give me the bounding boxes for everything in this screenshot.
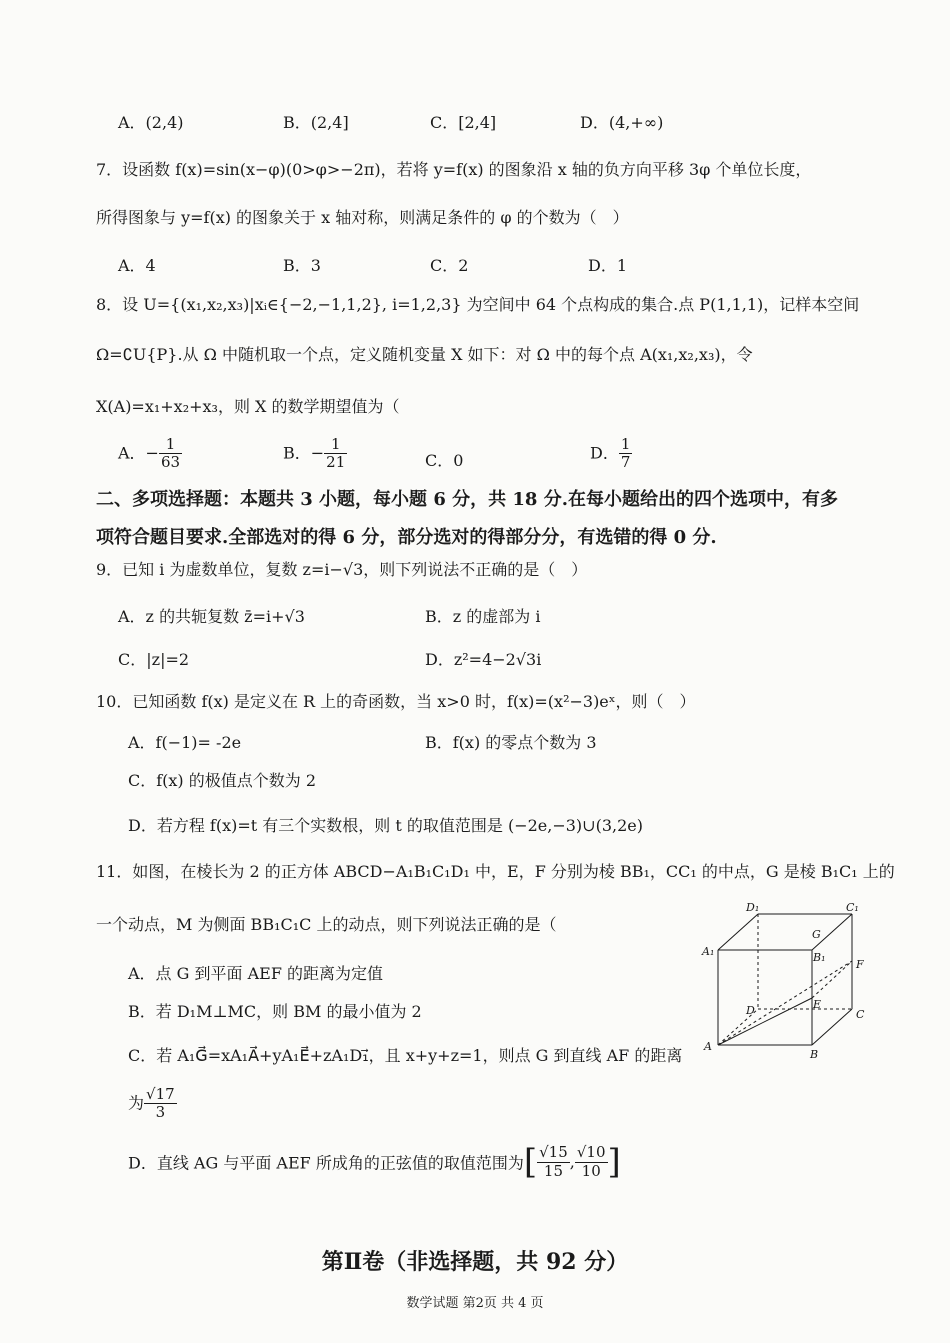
- section2-heading-line1: 二、多项选择题：本题共 3 小题，每小题 6 分，共 18 分.在每小题给出的四个选项中，有多: [96, 489, 838, 510]
- q8-option-b: [283, 436, 347, 472]
- q11-d-right-bracket: ]: [607, 1142, 621, 1182]
- q8-d-numerator: 1: [620, 435, 631, 453]
- label-A1: A₁: [702, 945, 715, 958]
- q11-d-denominator2: 10: [581, 1161, 601, 1180]
- q11-stem-line2: 一个动点，M 为侧面 BB₁C₁C 上的动点，则下列说法正确的是（: [96, 915, 557, 934]
- q11-d-fraction2: [575, 1144, 608, 1180]
- segment-A-F: [718, 961, 852, 1045]
- q8-option-b-fraction: [324, 436, 347, 472]
- q10-option-c: C．f(x) 的极值点个数为 2: [128, 771, 317, 790]
- q11-option-c-continuation: [128, 1086, 177, 1122]
- q7-option-d: D．1: [588, 256, 628, 275]
- q11-d-numerator2: √10: [576, 1143, 606, 1162]
- q8-option-d-label: D．: [590, 443, 619, 463]
- q7-stem-line2: 所得图象与 y=f(x) 的图象关于 x 轴对称，则满足条件的 φ 的个数为（ ）: [96, 208, 629, 227]
- section2-heading-line2: 项符合题目要求.全部选对的得 6 分，部分选对的得部分分，有选错的得 0 分.: [96, 527, 717, 548]
- q8-a-numerator: 1: [159, 436, 182, 454]
- q8-option-b-label: B．−: [283, 443, 325, 463]
- q7-option-b: B．3: [283, 256, 321, 275]
- q11-d-left-bracket: [: [523, 1142, 538, 1182]
- label-C1: C₁: [846, 901, 859, 914]
- cube-figure: [700, 898, 880, 1063]
- q9-option-c: C．|z|=2: [118, 650, 190, 669]
- segment-E-F: [812, 961, 852, 998]
- edge-A1-D1: [718, 914, 758, 950]
- q10-option-d: D．若方程 f(x)=t 有三个实数根，则 t 的取值范围是 (−2e,−3)∪(3,2e): [128, 816, 643, 835]
- label-A: A: [704, 1040, 712, 1053]
- q11-c-numerator: √17: [146, 1085, 175, 1103]
- q9-option-b: B．z 的虚部为 i: [425, 607, 541, 626]
- q6-option-a: A．(2,4): [118, 113, 184, 132]
- q11-option-d: [128, 1142, 621, 1182]
- q8-stem-line3: X(A)=x₁+x₂+x₃，则 X 的数学期望值为（: [96, 397, 400, 416]
- q8-stem-line1: 8．设 U={(x₁,x₂,x₃)|xᵢ∈{−2,−1,1,2}, i=1,2,3} 为空间中 64 个点构成的集合.点 P(1,1,1)，记样本空间: [96, 295, 860, 314]
- label-B: B: [810, 1048, 819, 1061]
- q9-option-d: D．z²=4−2√3i: [425, 650, 542, 669]
- q9-option-a: A．z 的共轭复数 z̄=i+√3: [118, 607, 305, 626]
- q11-d-prefix: D．直线 AG 与平面 AEF 所成角的正弦值的取值范围为: [128, 1153, 524, 1173]
- q11-c-prefix: 为: [128, 1093, 145, 1113]
- q8-option-d: [590, 436, 632, 472]
- q8-option-c: C．0: [425, 451, 464, 470]
- q11-option-b: B．若 D₁M⊥MC，则 BM 的最小值为 2: [128, 1002, 422, 1021]
- q11-d-numerator1: √15: [539, 1143, 568, 1162]
- q11-option-a: A．点 G 到平面 AEF 的距离为定值: [128, 964, 384, 983]
- q10-option-a: A．f(−1)= -2e: [128, 733, 242, 752]
- q6-option-b: B．(2,4]: [283, 113, 349, 132]
- q11-option-c: C．若 A₁G⃗=xA₁A⃗+yA₁E⃗+zA₁D₁⃗，且 x+y+z=1，则点 G 到直线 AF 的距离: [128, 1046, 683, 1065]
- label-B1: B₁: [813, 951, 826, 964]
- q11-stem-line1: 11．如图，在棱长为 2 的正方体 ABCD−A₁B₁C₁D₁ 中，E，F 分别为棱 BB₁，CC₁ 的中点，G 是棱 B₁C₁ 上的: [96, 862, 895, 881]
- q8-b-numerator: 1: [324, 436, 347, 454]
- part2-title: 第Ⅱ卷（非选择题，共 92 分）: [321, 1249, 629, 1275]
- q8-option-a-label: A．−: [118, 443, 159, 463]
- q8-b-denominator: 21: [326, 453, 346, 472]
- edge-C-B: [812, 1009, 852, 1045]
- q8-a-denominator: 63: [160, 453, 181, 472]
- q8-option-a: [118, 436, 182, 472]
- q10-option-b: B．f(x) 的零点个数为 3: [425, 733, 597, 752]
- q8-option-a-fraction: [159, 436, 182, 472]
- q8-option-d-fraction: [619, 436, 633, 472]
- label-D1: D₁: [746, 901, 760, 914]
- q11-c-denominator: 3: [155, 1103, 166, 1122]
- q8-d-denominator: 7: [620, 453, 631, 472]
- page-footer: 数学试题 第2页 共 4 页: [406, 1296, 544, 1311]
- segment-A-E: [718, 998, 812, 1045]
- q11-d-separator: ,: [569, 1152, 575, 1172]
- q7-option-c: C．2: [430, 256, 469, 275]
- q11-d-denominator1: 15: [543, 1161, 563, 1180]
- q6-option-c: C．[2,4]: [430, 113, 497, 132]
- q11-d-fraction1: [537, 1144, 570, 1180]
- label-C: C: [856, 1008, 865, 1021]
- label-E: E: [813, 998, 822, 1011]
- q10-stem: 10．已知函数 f(x) 是定义在 R 上的奇函数，当 x>0 时，f(x)=(x²−3)eˣ，则（ ）: [96, 692, 696, 711]
- label-D: D: [746, 1004, 755, 1017]
- label-F: F: [856, 958, 864, 971]
- q8-stem-line2: Ω=∁U{P}.从 Ω 中随机取一个点，定义随机变量 X 如下：对 Ω 中的每个点 A(x₁,x₂,x₃)，令: [96, 345, 753, 364]
- q6-option-d: D．(4,+∞): [580, 113, 664, 132]
- q11-c-fraction: [144, 1086, 177, 1122]
- label-G: G: [812, 928, 821, 941]
- q7-option-a: A．4: [118, 256, 156, 275]
- q7-stem-line1: 7．设函数 f(x)=sin(x−φ)(0>φ>−2π)，若将 y=f(x) 的图象沿 x 轴的负方向平移 3φ 个单位长度，: [96, 160, 812, 179]
- q9-stem: 9．已知 i 为虚数单位，复数 z=i−√3，则下列说法不正确的是（ ）: [96, 560, 588, 579]
